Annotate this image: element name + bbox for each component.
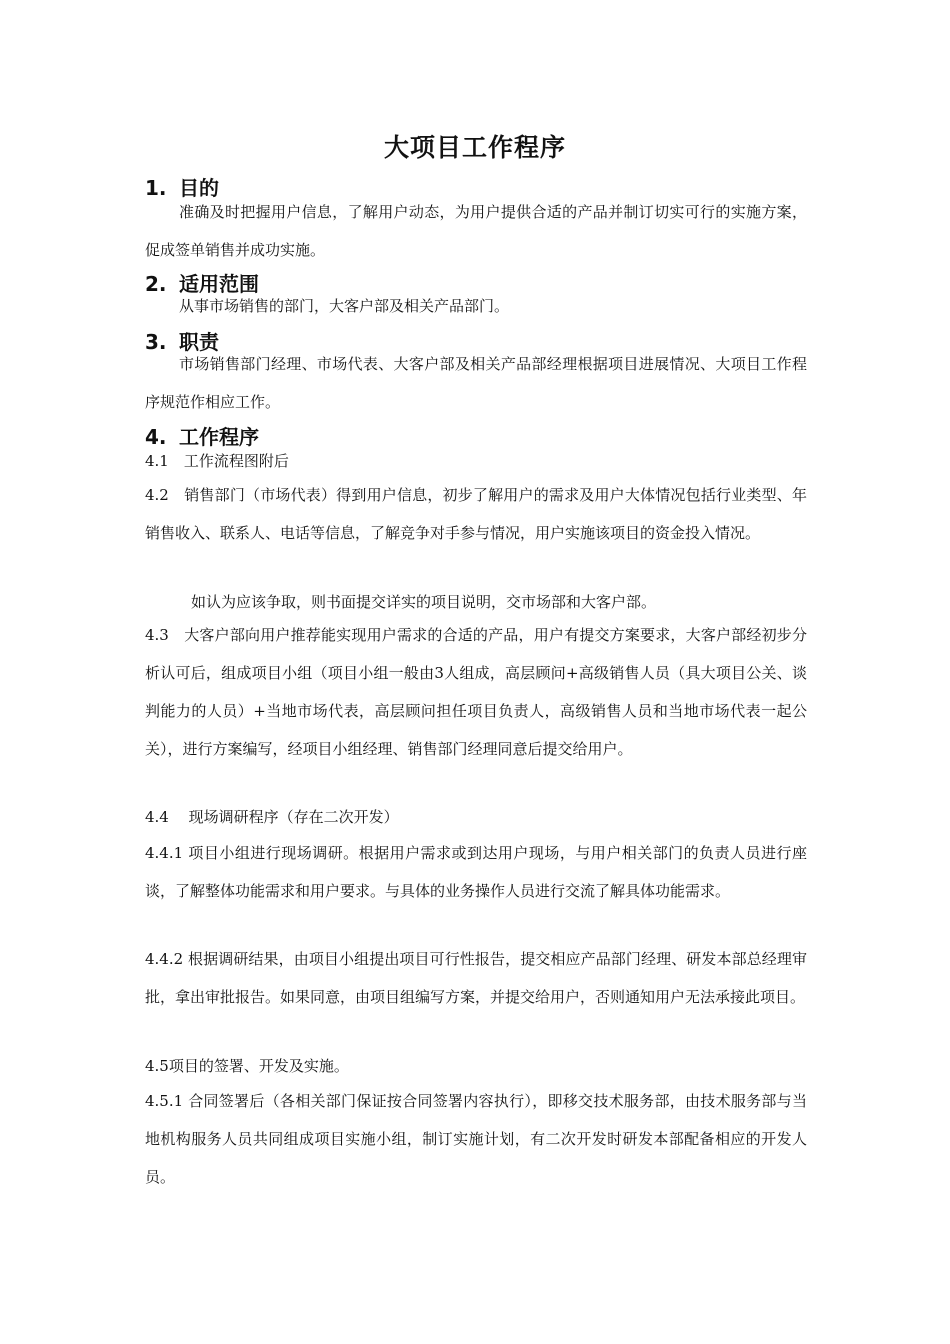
paragraph: 准确及时把握用户信息，了解用户动态，为用户提供合适的产品并制订切实可行的实施方案，促成签单销售并成功实施。 xyxy=(145,203,807,259)
section-number: 2. xyxy=(145,272,167,296)
section-number: 4. xyxy=(145,425,167,449)
paragraph: 4.4.2 根据调研结果，由项目小组提出项目可行性报告，提交相应产品部门经理、研发本部总经理审批，拿出审批报告。如果同意，由项目组编写方案，并提交给用户，否则通知用户无法承接此项目。 xyxy=(145,950,807,1006)
paragraph: 如认为应该争取，则书面提交详实的项目说明，交市场部和大客户部。 xyxy=(191,593,657,611)
paragraph: 4.4 现场调研程序（存在二次开发） xyxy=(145,808,399,826)
section-heading-4 xyxy=(145,421,259,450)
paragraph: 4.4.1 项目小组进行现场调研。根据用户需求或到达用户现场，与用户相关部门的负责人员进行座谈，了解整体功能需求和用户要求。与具体的业务操作人员进行交流了解具体功能需求。 xyxy=(145,844,807,900)
section-title: 目的 xyxy=(179,176,219,200)
section-number: 3. xyxy=(145,330,167,354)
section-number: 1. xyxy=(145,176,167,200)
paragraph: 4.3 大客户部向用户推荐能实现用户需求的合适的产品，用户有提交方案要求，大客户部经初步分析认可后，组成项目小组（项目小组一般由3人组成，高层顾问+高级销售人员（具大项目公关、谈判能力的人员）+当地市场代表，高层顾问担任项目负责人，高级销售人员和当地市场代表一起公关），进行方案编写，经项目小组经理、销售部门经理同意后提交给用户。 xyxy=(145,626,807,758)
document-title: 大项目工作程序 xyxy=(383,133,566,162)
section-title: 职责 xyxy=(179,330,219,354)
paragraph: 4.1 工作流程图附后 xyxy=(145,452,289,470)
section-title: 工作程序 xyxy=(179,425,259,449)
paragraph: 4.2 销售部门（市场代表）得到用户信息，初步了解用户的需求及用户大体情况包括行业类型、年销售收入、联系人、电话等信息，了解竞争对手参与情况，用户实施该项目的资金投入情况。 xyxy=(145,486,807,542)
paragraph: 市场销售部门经理、市场代表、大客户部及相关产品部经理根据项目进展情况、大项目工作程序规范作相应工作。 xyxy=(145,355,807,411)
paragraph: 4.5项目的签署、开发及实施。 xyxy=(145,1057,349,1075)
paragraph: 4.5.1 合同签署后（各相关部门保证按合同签署内容执行），即移交技术服务部，由技术服务部与当地机构服务人员共同组成项目实施小组，制订实施计划，有二次开发时研发本部配备相应的开发人员。 xyxy=(145,1092,807,1186)
section-title: 适用范围 xyxy=(179,272,259,296)
paragraph: 从事市场销售的部门，大客户部及相关产品部门。 xyxy=(179,297,510,315)
